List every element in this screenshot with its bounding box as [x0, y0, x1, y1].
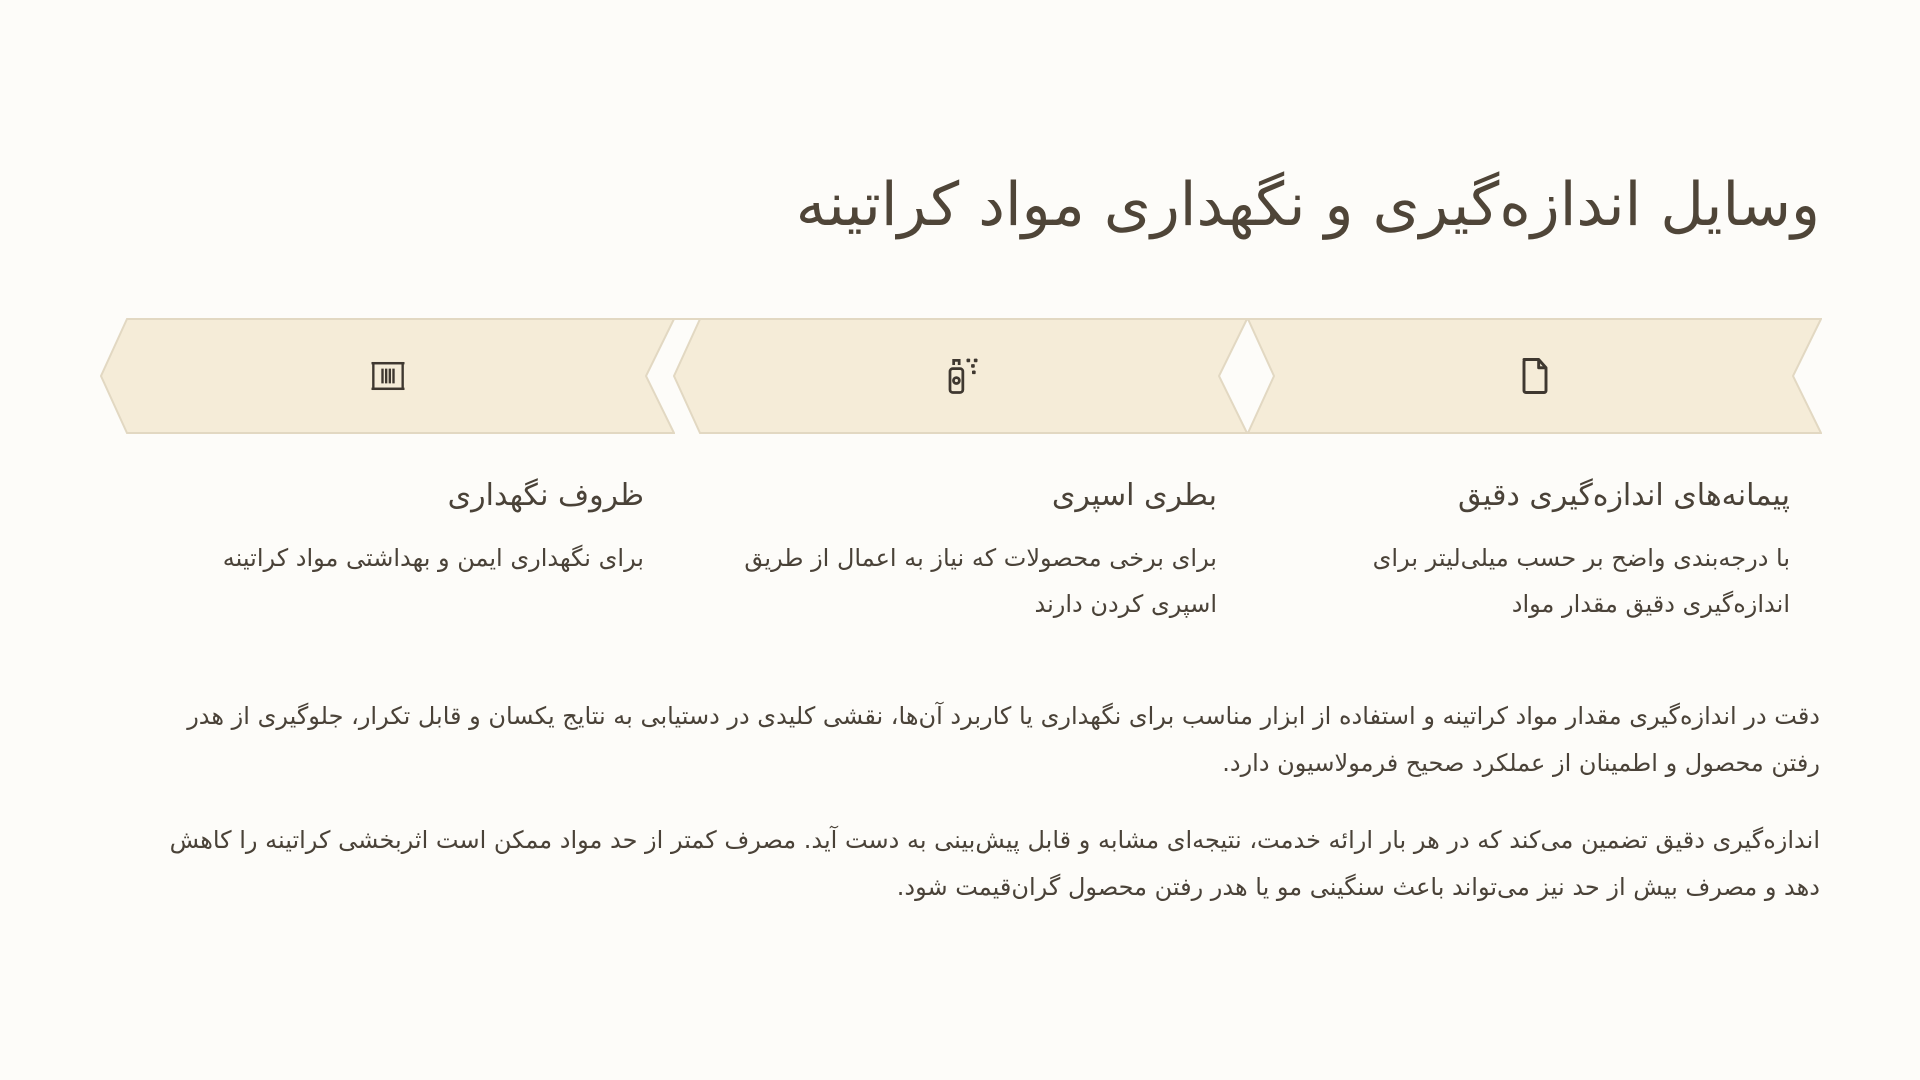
spray-bottle-icon	[939, 354, 983, 398]
step-3	[144, 478, 644, 581]
step-chevron-1	[1247, 318, 1822, 434]
step-description: برای نگهداری ایمن و بهداشتی مواد کراتینه	[222, 544, 644, 572]
step-1	[1290, 478, 1790, 627]
step-heading: پیمانه‌های اندازه‌گیری دقیق	[1458, 478, 1790, 513]
step-chevron-2	[673, 318, 1248, 434]
container-icon	[366, 354, 410, 398]
step-2	[717, 478, 1217, 627]
step-description: با درجه‌بندی واضح بر حسب میلی‌لیتر برای اندازه‌گیری دقیق مقدار مواد	[1372, 544, 1790, 618]
step-chevron-3	[100, 318, 675, 434]
file-icon	[1513, 354, 1557, 398]
page-title: وسایل اندازه‌گیری و نگهداری مواد کراتینه	[795, 170, 1820, 240]
paragraph-1: دقت در اندازه‌گیری مقدار مواد کراتینه و استفاده از ابزار مناسب برای نگهداری یا کاربرد آن‌ها، نقشی کلیدی در دستیابی به نتایج یکسان و قابل تکرار، جلوگیری از هدر رفتن محصول و اطمینان از عملکرد صحیح فرمولاسیون دارد.	[187, 702, 1820, 777]
paragraph-2: اندازه‌گیری دقیق تضمین می‌کند که در هر بار ارائه خدمت، نتیجه‌ای مشابه و قابل پیش‌بینی به دست آید. مصرف کمتر از حد مواد ممکن است اثربخشی کراتینه را کاهش دهد و مصرف بیش از حد نیز می‌تواند باعث سنگینی مو یا هدر رفتن محصول گران‌قیمت شود.	[169, 826, 1820, 901]
step-heading: ظروف نگهداری	[447, 478, 644, 513]
step-heading: بطری اسپری	[1051, 478, 1217, 513]
step-description: برای برخی محصولات که نیاز به اعمال از طریق اسپری کردن دارند	[744, 544, 1217, 618]
